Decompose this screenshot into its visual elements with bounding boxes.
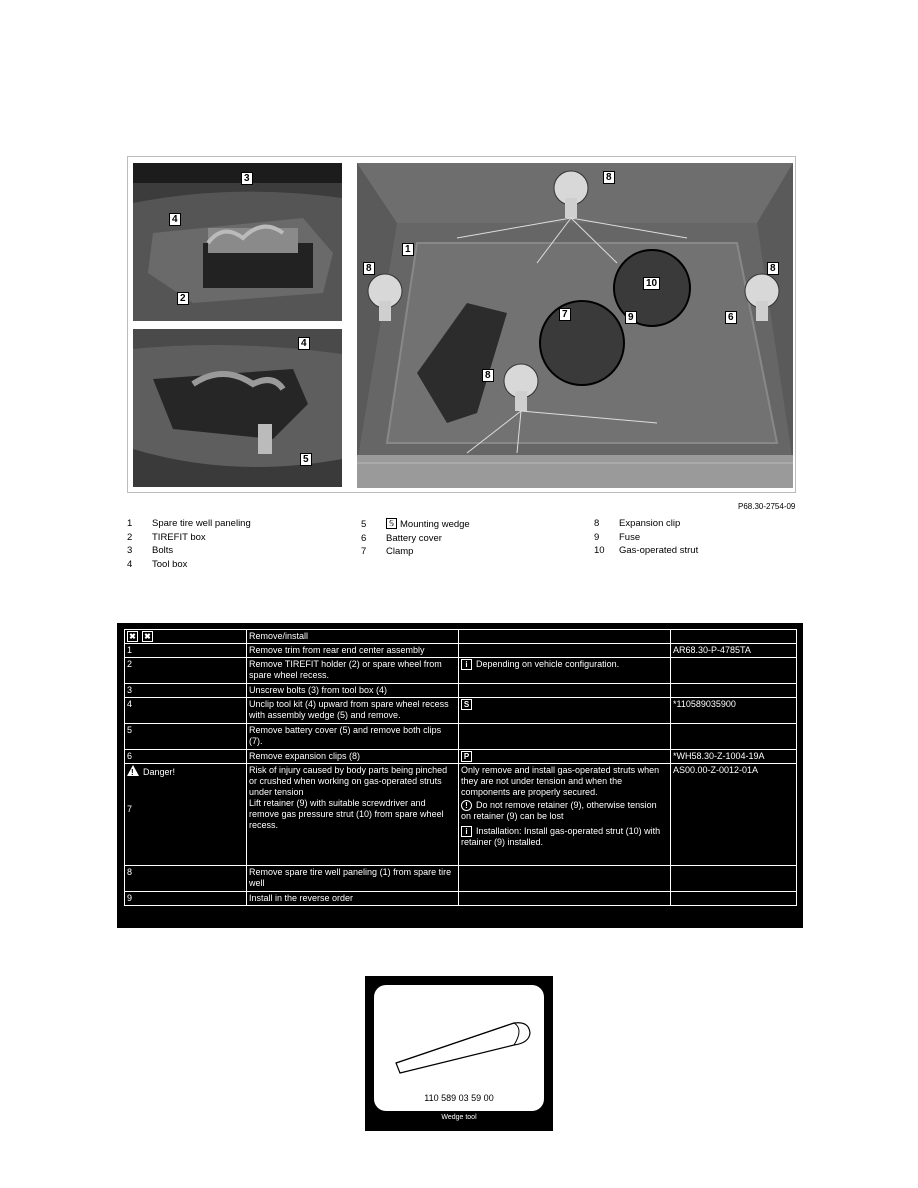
danger-text: Risk of injury caused by body parts being pinched or crushed when working on gas-operated struts under tension — [249, 765, 448, 797]
legend-num: 5 — [361, 519, 367, 530]
legend-label: Spare tire well paneling — [152, 518, 251, 529]
legend-label: Battery cover — [386, 532, 442, 544]
step-ref — [671, 866, 797, 892]
legend-label: Bolts — [152, 545, 174, 556]
step-number: 9 — [125, 892, 247, 906]
legend-num: 4 — [127, 558, 133, 570]
step-ref: *110589035900 — [671, 698, 797, 724]
legend-item — [361, 532, 470, 546]
photo-spare-tire-well — [357, 163, 793, 488]
wedge-tool-icon — [374, 985, 544, 1085]
legend-num: 1 — [127, 518, 133, 529]
table-row — [125, 866, 797, 892]
step-action: Remove battery cover (5) and remove both clips (7). — [247, 724, 459, 750]
step-action: Remove trim from rear end center assembly — [247, 644, 459, 658]
caution-icon: ! — [461, 800, 472, 811]
legend-col3 — [594, 517, 698, 558]
wedge-tool-icon: S — [461, 699, 472, 710]
legend-num: 3 — [127, 545, 133, 556]
legend-col1 — [127, 517, 251, 571]
legend-num: 10 — [594, 545, 605, 556]
callout-2: 2 — [177, 292, 189, 305]
table-header-row — [125, 630, 797, 644]
warning-icon: ! — [127, 765, 139, 776]
header-title: Remove/install — [247, 630, 459, 644]
step-ref — [671, 658, 797, 684]
table-row — [125, 698, 797, 724]
step-number: 4 — [125, 698, 247, 724]
table-row — [125, 684, 797, 698]
legend-item — [594, 544, 698, 558]
step-note — [459, 698, 671, 724]
table-row — [125, 764, 797, 866]
note-text: Do not remove retainer (9), otherwise tension on retainer (9) can be lost — [461, 800, 657, 821]
step-action: Remove TIREFIT holder (2) or spare wheel from spare wheel recess. — [247, 658, 459, 684]
callout-3: 3 — [241, 172, 253, 185]
legend-num: 2 — [127, 531, 133, 543]
legend-num: 8 — [594, 518, 600, 529]
step-action — [247, 764, 459, 866]
action-text: Lift retainer (9) with suitable screwdriver and remove gas pressure strut (10) from spare wheel recess. — [249, 798, 444, 830]
legend-item — [594, 517, 698, 531]
step-action: Remove expansion clips (8) — [247, 750, 459, 764]
header-empty — [671, 630, 797, 644]
table-row — [125, 750, 797, 764]
callout-5: 5 — [300, 453, 312, 466]
callout-8c: 8 — [767, 262, 779, 275]
legend-item — [127, 531, 251, 545]
legend-item — [127, 544, 251, 558]
info-icon: i — [461, 826, 472, 837]
step-number: 1 — [125, 644, 247, 658]
step-ref: AS00.00-Z-0012-01A — [671, 764, 797, 866]
callout-8b: 8 — [363, 262, 375, 275]
figure-reference: P68.30-2754-09 — [738, 502, 796, 511]
step-action: Install in the reverse order — [247, 892, 459, 906]
wedge-tool-panel — [374, 985, 544, 1111]
step-number — [125, 764, 247, 866]
legend-label: TIREFIT box — [152, 531, 206, 543]
legend-num: 7 — [361, 546, 367, 557]
step-action: Unclip tool kit (4) upward from spare wheel recess with assembly wedge (5) and remove. — [247, 698, 459, 724]
install-note: Installation: Install gas-operated strut (10) with retainer (9) installed. — [461, 826, 661, 847]
legend-item — [361, 518, 470, 532]
step-note — [459, 684, 671, 698]
install-icon: ✖ — [142, 631, 153, 642]
callout-6: 6 — [725, 311, 737, 324]
step-note — [459, 764, 671, 866]
danger-label: Danger! — [143, 767, 176, 777]
header-empty — [459, 630, 671, 644]
legend-label: Gas-operated strut — [619, 545, 699, 556]
legend-num: 9 — [594, 531, 600, 543]
figure-frame — [127, 156, 796, 493]
callout-4b: 4 — [298, 337, 310, 350]
step-ref — [671, 684, 797, 698]
tool-part-number: 110 589 03 59 00 — [424, 1093, 494, 1103]
step-note — [459, 724, 671, 750]
callout-10: 10 — [643, 277, 660, 290]
danger-note: Only remove and install gas-operated struts when they are not under tension and when the components are properly secured. — [461, 765, 660, 797]
photo-tool-box — [133, 329, 342, 487]
step-note — [459, 866, 671, 892]
legend-label: Fuse — [619, 531, 641, 543]
callout-8a: 8 — [603, 171, 615, 184]
legend-label: Clamp — [386, 546, 414, 557]
legend-label: Mounting wedge — [400, 519, 470, 530]
info-icon: i — [461, 659, 472, 670]
step-ref — [671, 892, 797, 906]
step-note — [459, 658, 671, 684]
step-ref — [671, 724, 797, 750]
step-ref: AR68.30-P-4785TA — [671, 644, 797, 658]
remove-icon: ✖ — [127, 631, 138, 642]
wedge-tool-card — [365, 976, 553, 1131]
step-action: Unscrew bolts (3) from tool box (4) — [247, 684, 459, 698]
header-icons — [125, 630, 247, 644]
legend-item — [127, 558, 251, 572]
step-action: Remove spare tire well paneling (1) from spare tire well — [247, 866, 459, 892]
table-row — [125, 892, 797, 906]
step-ref: *WH58.30-Z-1004-19A — [671, 750, 797, 764]
callout-8d: 8 — [482, 369, 494, 382]
step-note — [459, 892, 671, 906]
note-text: Depending on vehicle configuration. — [476, 659, 620, 669]
tool-caption: Wedge tool — [441, 1114, 477, 1121]
step-note — [459, 750, 671, 764]
tool-icon: P — [461, 751, 472, 762]
callout-1: 1 — [402, 243, 414, 256]
step-number: 5 — [125, 724, 247, 750]
step-number: 2 — [125, 658, 247, 684]
wedge-tool-icon: 𝕊 — [386, 518, 397, 529]
procedure-table — [117, 623, 803, 928]
callout-9: 9 — [625, 311, 637, 324]
table-row — [125, 658, 797, 684]
step-number: 8 — [125, 866, 247, 892]
legend-num: 6 — [361, 532, 367, 544]
table-row — [125, 724, 797, 750]
step-number: 6 — [125, 750, 247, 764]
legend-item — [594, 531, 698, 545]
photo-tirefit-box — [133, 163, 342, 321]
legend-item — [127, 517, 251, 531]
legend-item — [361, 545, 470, 559]
legend-label: Tool box — [152, 558, 188, 570]
legend-label: Expansion clip — [619, 518, 681, 529]
step-number: 3 — [125, 684, 247, 698]
callout-7: 7 — [559, 308, 571, 321]
table-row — [125, 644, 797, 658]
callout-4: 4 — [169, 213, 181, 226]
step-note — [459, 644, 671, 658]
step-number-text: 7 — [127, 804, 133, 814]
legend-col2 — [361, 518, 470, 559]
